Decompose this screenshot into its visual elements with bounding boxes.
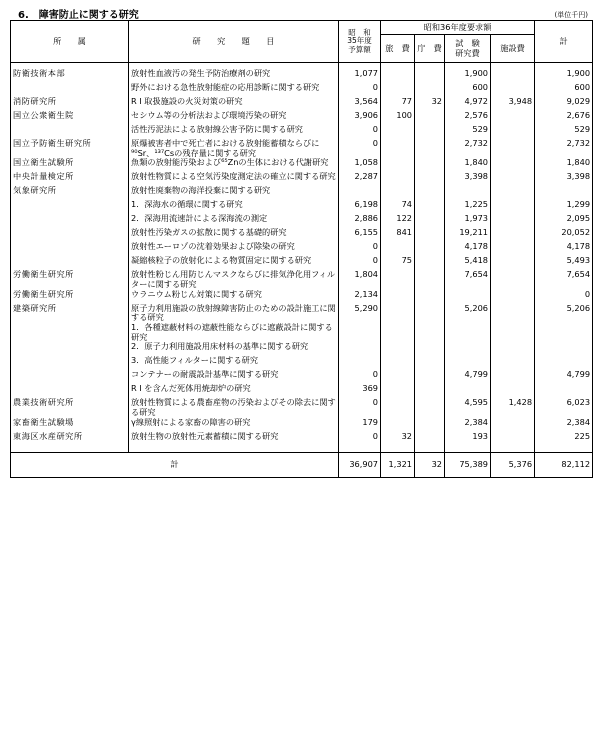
cell-facility <box>491 370 535 384</box>
table-row <box>11 158 593 172</box>
cell-office <box>415 418 445 432</box>
cell-travel: 841 <box>381 228 415 242</box>
cell-subject: 原爆被害者中で死亡者における放射能蓄積ならびに⁹⁰Sr、¹³⁷Csの残存量に関する研究 <box>129 139 339 158</box>
cell-facility <box>491 139 535 158</box>
cell-research: 3,398 <box>445 172 491 186</box>
total-row <box>11 452 593 477</box>
cell-travel <box>381 384 415 398</box>
cell-research: 1,225 <box>445 200 491 214</box>
cell-total: 225 <box>535 432 593 446</box>
table-row <box>11 200 593 214</box>
cell-b35: 5,290 <box>339 304 381 323</box>
cell-travel <box>381 125 415 139</box>
cell-research <box>445 384 491 398</box>
cell-travel <box>381 304 415 323</box>
header-travel: 旅 費 <box>381 35 415 63</box>
cell-travel: 77 <box>381 97 415 111</box>
cell-subject: 2．深海用流速計による深海流の測定 <box>129 214 339 228</box>
table-row <box>11 172 593 186</box>
cell-office <box>415 139 445 158</box>
header-research: 試 験 研究費 <box>445 35 491 63</box>
cell-b35 <box>339 186 381 200</box>
cell-research: 4,972 <box>445 97 491 111</box>
table-row <box>11 139 593 158</box>
cell-research: 1,900 <box>445 69 491 83</box>
cell-travel <box>381 83 415 97</box>
cell-research: 600 <box>445 83 491 97</box>
cell-travel <box>381 398 415 417</box>
cell-total: 9,029 <box>535 97 593 111</box>
cell-org: 中央計量検定所 <box>11 172 129 186</box>
cell-office <box>415 398 445 417</box>
cell-subject: 2．原子力利用施設用床材料の基準に関する研究 <box>129 342 339 356</box>
cell-total: 2,095 <box>535 214 593 228</box>
cell-org <box>11 370 129 384</box>
cell-research <box>445 342 491 356</box>
cell-total: 3,398 <box>535 172 593 186</box>
total-research: 75,389 <box>445 452 491 477</box>
cell-office <box>415 125 445 139</box>
cell-office <box>415 432 445 446</box>
cell-office <box>415 69 445 83</box>
cell-org: 家畜衛生試験場 <box>11 418 129 432</box>
cell-travel <box>381 172 415 186</box>
cell-subject: 放射性廃棄物の海洋投棄に関する研究 <box>129 186 339 200</box>
cell-total: 0 <box>535 290 593 304</box>
cell-b35: 0 <box>339 242 381 256</box>
cell-subject: 凝縮核粒子の放射化による物質固定に関する研究 <box>129 256 339 270</box>
cell-org <box>11 125 129 139</box>
cell-facility: 1,428 <box>491 398 535 417</box>
table-row <box>11 125 593 139</box>
cell-office <box>415 270 445 289</box>
cell-facility <box>491 256 535 270</box>
table-header <box>11 21 593 63</box>
cell-office <box>415 111 445 125</box>
cell-b35: 2,287 <box>339 172 381 186</box>
total-label: 計 <box>11 452 339 477</box>
cell-total: 1,840 <box>535 158 593 172</box>
cell-facility <box>491 186 535 200</box>
cell-b35: 2,886 <box>339 214 381 228</box>
cell-org <box>11 323 129 342</box>
table-row <box>11 69 593 83</box>
cell-travel: 74 <box>381 200 415 214</box>
cell-org: 労働衛生研究所 <box>11 290 129 304</box>
table-row <box>11 370 593 384</box>
header-subject: 研 究 題 目 <box>129 21 339 63</box>
cell-facility <box>491 125 535 139</box>
cell-research: 1,973 <box>445 214 491 228</box>
cell-b35 <box>339 342 381 356</box>
cell-office <box>415 172 445 186</box>
cell-subject: 放射性エーロゾの沈着効果および除染の研究 <box>129 242 339 256</box>
cell-b35 <box>339 323 381 342</box>
cell-research: 2,384 <box>445 418 491 432</box>
total-facility: 5,376 <box>491 452 535 477</box>
cell-research: 4,799 <box>445 370 491 384</box>
cell-research: 19,211 <box>445 228 491 242</box>
cell-b35: 0 <box>339 256 381 270</box>
cell-facility <box>491 304 535 323</box>
cell-org: 国立予防衛生研究所 <box>11 139 129 158</box>
cell-total: 6,023 <box>535 398 593 417</box>
cell-office: 32 <box>415 97 445 111</box>
header-office: 庁 費 <box>415 35 445 63</box>
cell-total <box>535 384 593 398</box>
cell-research <box>445 290 491 304</box>
cell-research: 5,418 <box>445 256 491 270</box>
table-body <box>11 63 593 478</box>
cell-org <box>11 356 129 370</box>
cell-office <box>415 342 445 356</box>
header-request36: 昭和36年度要求額 <box>381 21 535 35</box>
cell-total: 20,052 <box>535 228 593 242</box>
cell-b35: 1,058 <box>339 158 381 172</box>
table-row <box>11 304 593 323</box>
section-title: 6. 障害防止に関する研究 <box>18 10 139 21</box>
cell-office <box>415 370 445 384</box>
header-total: 計 <box>535 21 593 63</box>
cell-office <box>415 228 445 242</box>
cell-total: 600 <box>535 83 593 97</box>
cell-travel <box>381 323 415 342</box>
cell-total: 2,732 <box>535 139 593 158</box>
cell-b35: 0 <box>339 83 381 97</box>
cell-org <box>11 200 129 214</box>
cell-facility <box>491 356 535 370</box>
table-row <box>11 432 593 446</box>
cell-subject: 1．各種遮蔽材料の遮蔽性能ならびに遮蔽設計に関する研究 <box>129 323 339 342</box>
cell-facility: 3,948 <box>491 97 535 111</box>
cell-travel <box>381 69 415 83</box>
cell-travel <box>381 290 415 304</box>
cell-org <box>11 342 129 356</box>
total-b35: 36,907 <box>339 452 381 477</box>
cell-facility <box>491 172 535 186</box>
cell-b35: 0 <box>339 398 381 417</box>
cell-office <box>415 242 445 256</box>
cell-travel <box>381 356 415 370</box>
cell-facility <box>491 158 535 172</box>
cell-travel <box>381 139 415 158</box>
cell-subject: 放射性物質による農畜産物の汚染およびその除去に関する研究 <box>129 398 339 417</box>
cell-office <box>415 158 445 172</box>
cell-total: 2,676 <box>535 111 593 125</box>
cell-research: 193 <box>445 432 491 446</box>
cell-research: 4,178 <box>445 242 491 256</box>
total-office: 32 <box>415 452 445 477</box>
cell-b35: 1,804 <box>339 270 381 289</box>
cell-b35: 6,155 <box>339 228 381 242</box>
cell-facility <box>491 270 535 289</box>
cell-facility <box>491 342 535 356</box>
cell-total: 1,299 <box>535 200 593 214</box>
cell-facility <box>491 323 535 342</box>
cell-org: 防衛技術本部 <box>11 69 129 83</box>
cell-total: 5,206 <box>535 304 593 323</box>
cell-subject: 3．高性能フィルターに関する研究 <box>129 356 339 370</box>
cell-subject: γ線照射による家畜の障害の研究 <box>129 418 339 432</box>
cell-org: 建築研究所 <box>11 304 129 323</box>
cell-research <box>445 323 491 342</box>
cell-b35: 0 <box>339 125 381 139</box>
cell-research: 529 <box>445 125 491 139</box>
cell-subject: R I 取扱施設の火災対策の研究 <box>129 97 339 111</box>
cell-total: 7,654 <box>535 270 593 289</box>
table-row <box>11 290 593 304</box>
cell-office <box>415 214 445 228</box>
cell-org: 国立衛生試験所 <box>11 158 129 172</box>
cell-b35: 2,134 <box>339 290 381 304</box>
cell-subject: 放射性粉じん用防じんマスクならびに排気浄化用フィルターに関する研究 <box>129 270 339 289</box>
table-row <box>11 342 593 356</box>
cell-org: 消防研究所 <box>11 97 129 111</box>
cell-subject: 放射性物質による空気汚染度測定法の確立に関する研究 <box>129 172 339 186</box>
cell-org <box>11 384 129 398</box>
cell-b35: 0 <box>339 432 381 446</box>
total-total: 82,112 <box>535 452 593 477</box>
cell-office <box>415 290 445 304</box>
cell-total <box>535 342 593 356</box>
cell-b35: 369 <box>339 384 381 398</box>
cell-research <box>445 356 491 370</box>
table-row <box>11 242 593 256</box>
cell-subject: 放射生物の放射性元素蓄積に関する研究 <box>129 432 339 446</box>
cell-subject: 放射性汚染ガスの拡散に関する基礎的研究 <box>129 228 339 242</box>
cell-b35: 6,198 <box>339 200 381 214</box>
table-row <box>11 83 593 97</box>
cell-research: 7,654 <box>445 270 491 289</box>
cell-b35: 0 <box>339 139 381 158</box>
cell-subject: セシウム等の分析法および環境汚染の研究 <box>129 111 339 125</box>
cell-facility <box>491 228 535 242</box>
cell-org <box>11 83 129 97</box>
cell-research: 2,732 <box>445 139 491 158</box>
table-row <box>11 398 593 417</box>
cell-facility <box>491 111 535 125</box>
cell-subject: 野外における急性放射能症の応用診断に関する研究 <box>129 83 339 97</box>
cell-b35: 0 <box>339 370 381 384</box>
cell-b35 <box>339 356 381 370</box>
cell-b35: 3,906 <box>339 111 381 125</box>
cell-total: 2,384 <box>535 418 593 432</box>
cell-total: 4,178 <box>535 242 593 256</box>
cell-subject: ウラニウム粉じん対策に関する研究 <box>129 290 339 304</box>
cell-facility <box>491 69 535 83</box>
cell-subject: 活性汚泥法による放射線公害予防に関する研究 <box>129 125 339 139</box>
cell-total <box>535 186 593 200</box>
header-facility: 施設費 <box>491 35 535 63</box>
cell-org <box>11 256 129 270</box>
cell-facility <box>491 384 535 398</box>
cell-b35: 3,564 <box>339 97 381 111</box>
header-budget35: 昭 和 35年度 予算額 <box>339 21 381 63</box>
header-org: 所 属 <box>11 21 129 63</box>
cell-research: 5,206 <box>445 304 491 323</box>
cell-office <box>415 200 445 214</box>
unit-note: (単位千円) <box>554 11 588 19</box>
table-row <box>11 384 593 398</box>
table-row <box>11 111 593 125</box>
cell-org: 国立公衆衛生院 <box>11 111 129 125</box>
cell-org <box>11 228 129 242</box>
cell-facility <box>491 200 535 214</box>
cell-org: 農業技術研究所 <box>11 398 129 417</box>
cell-subject: R I を含んだ死体用焼却炉の研究 <box>129 384 339 398</box>
cell-subject: 1．深海水の循環に関する研究 <box>129 200 339 214</box>
cell-b35: 1,077 <box>339 69 381 83</box>
research-budget-table <box>10 20 593 478</box>
table-row <box>11 270 593 289</box>
table-row <box>11 97 593 111</box>
table-row <box>11 356 593 370</box>
cell-facility <box>491 432 535 446</box>
table-row <box>11 323 593 342</box>
table-row <box>11 214 593 228</box>
cell-org <box>11 214 129 228</box>
cell-total: 529 <box>535 125 593 139</box>
cell-travel: 122 <box>381 214 415 228</box>
cell-total <box>535 356 593 370</box>
cell-total: 4,799 <box>535 370 593 384</box>
cell-org: 気象研究所 <box>11 186 129 200</box>
cell-subject: 原子力利用施設の放射線障害防止のための設計施工に関する研究 <box>129 304 339 323</box>
cell-office <box>415 186 445 200</box>
cell-facility <box>491 242 535 256</box>
cell-total: 5,493 <box>535 256 593 270</box>
cell-research: 4,595 <box>445 398 491 417</box>
cell-research: 2,576 <box>445 111 491 125</box>
cell-travel <box>381 158 415 172</box>
cell-research: 1,840 <box>445 158 491 172</box>
cell-travel <box>381 370 415 384</box>
cell-org <box>11 242 129 256</box>
cell-travel: 75 <box>381 256 415 270</box>
cell-travel: 32 <box>381 432 415 446</box>
cell-office <box>415 256 445 270</box>
cell-facility <box>491 83 535 97</box>
table-row <box>11 418 593 432</box>
cell-subject: コンテナーの耐震設計基準に関する研究 <box>129 370 339 384</box>
cell-office <box>415 323 445 342</box>
cell-total <box>535 323 593 342</box>
table-row <box>11 256 593 270</box>
cell-b35: 179 <box>339 418 381 432</box>
cell-org: 労働衛生研究所 <box>11 270 129 289</box>
cell-subject: 魚類の放射能汚染および⁶⁵Znの生体における代謝研究 <box>129 158 339 172</box>
cell-travel <box>381 186 415 200</box>
cell-subject: 放射性血液汚の発生予防治療剤の研究 <box>129 69 339 83</box>
cell-office <box>415 356 445 370</box>
cell-office <box>415 304 445 323</box>
table-row <box>11 228 593 242</box>
cell-office <box>415 384 445 398</box>
cell-research <box>445 186 491 200</box>
cell-travel <box>381 242 415 256</box>
cell-total: 1,900 <box>535 69 593 83</box>
cell-travel: 100 <box>381 111 415 125</box>
cell-travel <box>381 342 415 356</box>
cell-facility <box>491 214 535 228</box>
cell-org: 東海区水産研究所 <box>11 432 129 446</box>
table-row <box>11 186 593 200</box>
cell-travel <box>381 418 415 432</box>
cell-facility <box>491 418 535 432</box>
cell-office <box>415 83 445 97</box>
cell-facility <box>491 290 535 304</box>
cell-travel <box>381 270 415 289</box>
total-travel: 1,321 <box>381 452 415 477</box>
